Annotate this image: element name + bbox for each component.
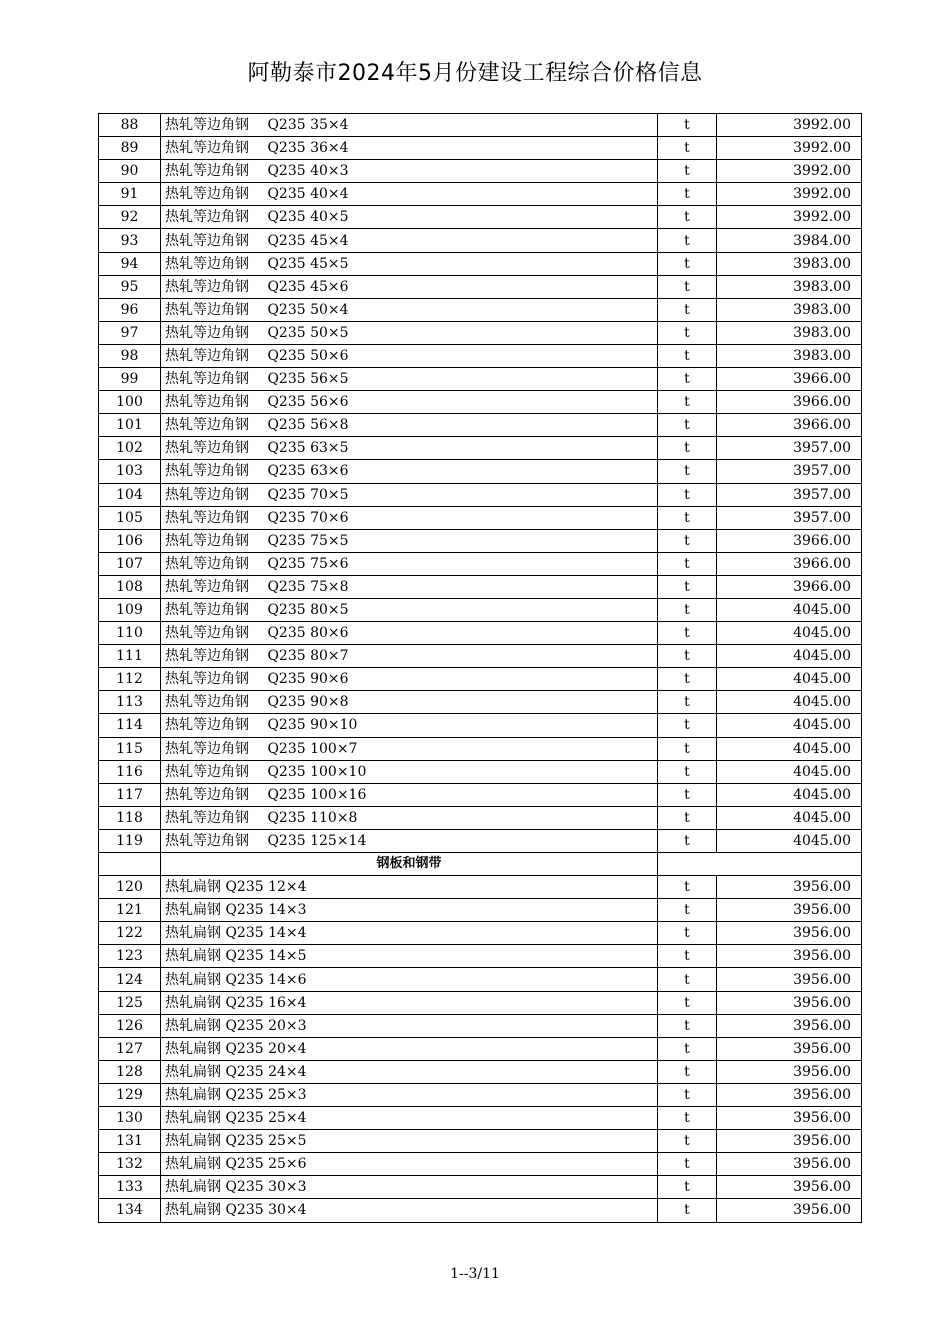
material-name: 热轧扁钢 Q235 14×6 — [161, 968, 658, 991]
unit: t — [658, 968, 717, 991]
unit: t — [658, 668, 717, 691]
unit: t — [658, 183, 717, 206]
price: 3992.00 — [717, 137, 862, 160]
unit: t — [658, 1037, 717, 1060]
price: 3956.00 — [717, 1153, 862, 1176]
table-row — [99, 1199, 862, 1222]
price-table — [98, 113, 862, 1223]
unit: t — [658, 1153, 717, 1176]
row-number: 123 — [99, 945, 161, 968]
price: 4045.00 — [717, 598, 862, 621]
table-row — [99, 899, 862, 922]
price: 3983.00 — [717, 298, 862, 321]
material-name: 热轧等边角钢 Q235 40×3 — [161, 160, 658, 183]
row-number: 94 — [99, 252, 161, 275]
row-number: 124 — [99, 968, 161, 991]
material-name: 热轧扁钢 Q235 25×4 — [161, 1107, 658, 1130]
table-row — [99, 368, 862, 391]
material-name: 热轧等边角钢 Q235 100×7 — [161, 737, 658, 760]
unit: t — [658, 160, 717, 183]
unit: t — [658, 806, 717, 829]
row-number: 111 — [99, 645, 161, 668]
row-number: 119 — [99, 829, 161, 852]
table-row — [99, 922, 862, 945]
material-name: 热轧等边角钢 Q235 45×5 — [161, 252, 658, 275]
unit: t — [658, 252, 717, 275]
material-name: 热轧等边角钢 Q235 70×5 — [161, 483, 658, 506]
material-name: 热轧扁钢 Q235 14×5 — [161, 945, 658, 968]
row-number: 104 — [99, 483, 161, 506]
table-row — [99, 275, 862, 298]
unit: t — [658, 899, 717, 922]
material-name: 热轧等边角钢 Q235 40×5 — [161, 206, 658, 229]
table-row — [99, 783, 862, 806]
unit: t — [658, 645, 717, 668]
table-row — [99, 437, 862, 460]
section-blank-cell — [658, 853, 862, 876]
material-name: 热轧等边角钢 Q235 40×4 — [161, 183, 658, 206]
price: 3956.00 — [717, 1199, 862, 1222]
price: 3956.00 — [717, 922, 862, 945]
table-row — [99, 506, 862, 529]
table-row — [99, 1107, 862, 1130]
unit: t — [658, 691, 717, 714]
row-number: 88 — [99, 114, 161, 137]
table-row — [99, 991, 862, 1014]
row-number: 122 — [99, 922, 161, 945]
table-row — [99, 876, 862, 899]
row-number: 114 — [99, 714, 161, 737]
row-number: 120 — [99, 876, 161, 899]
table-row — [99, 829, 862, 852]
unit: t — [658, 391, 717, 414]
table-row — [99, 1083, 862, 1106]
price: 3957.00 — [717, 437, 862, 460]
unit: t — [658, 137, 717, 160]
row-number: 127 — [99, 1037, 161, 1060]
table-row — [99, 460, 862, 483]
table-row — [99, 714, 862, 737]
row-number: 129 — [99, 1083, 161, 1106]
material-name: 热轧等边角钢 Q235 90×8 — [161, 691, 658, 714]
unit: t — [658, 229, 717, 252]
row-number: 100 — [99, 391, 161, 414]
table-row — [99, 321, 862, 344]
page-number: 1--3/11 — [450, 1266, 500, 1282]
row-number: 134 — [99, 1199, 161, 1222]
table-row — [99, 529, 862, 552]
unit: t — [658, 1199, 717, 1222]
material-name: 热轧等边角钢 Q235 100×10 — [161, 760, 658, 783]
unit: t — [658, 1083, 717, 1106]
material-name: 热轧等边角钢 Q235 75×6 — [161, 552, 658, 575]
material-name: 热轧等边角钢 Q235 63×6 — [161, 460, 658, 483]
price: 3966.00 — [717, 391, 862, 414]
table-row — [99, 760, 862, 783]
table-row — [99, 737, 862, 760]
material-name: 热轧等边角钢 Q235 75×5 — [161, 529, 658, 552]
price: 4045.00 — [717, 668, 862, 691]
price: 3957.00 — [717, 506, 862, 529]
price: 4045.00 — [717, 645, 862, 668]
row-number: 116 — [99, 760, 161, 783]
unit: t — [658, 552, 717, 575]
table-row — [99, 968, 862, 991]
unit: t — [658, 483, 717, 506]
price: 3956.00 — [717, 1176, 862, 1199]
material-name: 热轧扁钢 Q235 24×4 — [161, 1060, 658, 1083]
material-name: 热轧扁钢 Q235 12×4 — [161, 876, 658, 899]
unit: t — [658, 737, 717, 760]
material-name: 热轧等边角钢 Q235 63×5 — [161, 437, 658, 460]
material-name: 热轧扁钢 Q235 20×3 — [161, 1014, 658, 1037]
material-name: 热轧等边角钢 Q235 75×8 — [161, 575, 658, 598]
table-row — [99, 622, 862, 645]
row-number: 95 — [99, 275, 161, 298]
price: 4045.00 — [717, 806, 862, 829]
price: 3956.00 — [717, 1037, 862, 1060]
table-row — [99, 206, 862, 229]
price: 3956.00 — [717, 991, 862, 1014]
row-number: 118 — [99, 806, 161, 829]
row-number: 108 — [99, 575, 161, 598]
table-row — [99, 229, 862, 252]
row-number: 107 — [99, 552, 161, 575]
material-name: 热轧等边角钢 Q235 90×6 — [161, 668, 658, 691]
section-no-cell — [99, 853, 161, 876]
table-row — [99, 1037, 862, 1060]
table-row — [99, 1060, 862, 1083]
unit: t — [658, 829, 717, 852]
unit: t — [658, 1107, 717, 1130]
material-name: 热轧扁钢 Q235 14×3 — [161, 899, 658, 922]
material-name: 热轧等边角钢 Q235 110×8 — [161, 806, 658, 829]
material-name: 热轧扁钢 Q235 30×3 — [161, 1176, 658, 1199]
price: 4045.00 — [717, 760, 862, 783]
row-number: 98 — [99, 344, 161, 367]
table-row — [99, 414, 862, 437]
material-name: 热轧扁钢 Q235 16×4 — [161, 991, 658, 1014]
section-title: 钢板和钢带 — [161, 853, 658, 876]
row-number: 117 — [99, 783, 161, 806]
row-number: 132 — [99, 1153, 161, 1176]
table-row — [99, 552, 862, 575]
price: 3966.00 — [717, 368, 862, 391]
row-number: 89 — [99, 137, 161, 160]
table-row — [99, 1176, 862, 1199]
price: 4045.00 — [717, 783, 862, 806]
unit: t — [658, 368, 717, 391]
material-name: 热轧等边角钢 Q235 45×6 — [161, 275, 658, 298]
unit: t — [658, 414, 717, 437]
price: 3956.00 — [717, 899, 862, 922]
price: 4045.00 — [717, 622, 862, 645]
unit: t — [658, 321, 717, 344]
unit: t — [658, 1130, 717, 1153]
unit: t — [658, 945, 717, 968]
table-row — [99, 806, 862, 829]
unit: t — [658, 114, 717, 137]
price: 3957.00 — [717, 460, 862, 483]
unit: t — [658, 783, 717, 806]
row-number: 131 — [99, 1130, 161, 1153]
table-row — [99, 691, 862, 714]
unit: t — [658, 506, 717, 529]
unit: t — [658, 1176, 717, 1199]
price: 3966.00 — [717, 414, 862, 437]
unit: t — [658, 1014, 717, 1037]
unit: t — [658, 922, 717, 945]
price: 3992.00 — [717, 206, 862, 229]
row-number: 99 — [99, 368, 161, 391]
price: 3956.00 — [717, 1107, 862, 1130]
unit: t — [658, 298, 717, 321]
material-name: 热轧等边角钢 Q235 80×7 — [161, 645, 658, 668]
price: 3956.00 — [717, 1130, 862, 1153]
table-row — [99, 391, 862, 414]
unit: t — [658, 991, 717, 1014]
page-title: 阿勒泰市2024年5月份建设工程综合价格信息 — [247, 61, 703, 86]
price: 3956.00 — [717, 968, 862, 991]
row-number: 97 — [99, 321, 161, 344]
material-name: 热轧扁钢 Q235 30×4 — [161, 1199, 658, 1222]
price: 3983.00 — [717, 252, 862, 275]
price: 3956.00 — [717, 945, 862, 968]
row-number: 128 — [99, 1060, 161, 1083]
table-row — [99, 1153, 862, 1176]
row-number: 133 — [99, 1176, 161, 1199]
row-number: 93 — [99, 229, 161, 252]
material-name: 热轧等边角钢 Q235 125×14 — [161, 829, 658, 852]
price: 3956.00 — [717, 1060, 862, 1083]
row-number: 91 — [99, 183, 161, 206]
price: 3966.00 — [717, 575, 862, 598]
row-number: 102 — [99, 437, 161, 460]
material-name: 热轧等边角钢 Q235 56×5 — [161, 368, 658, 391]
material-name: 热轧等边角钢 Q235 56×6 — [161, 391, 658, 414]
row-number: 125 — [99, 991, 161, 1014]
price: 3956.00 — [717, 876, 862, 899]
material-name: 热轧等边角钢 Q235 50×6 — [161, 344, 658, 367]
price: 3992.00 — [717, 160, 862, 183]
table-row — [99, 252, 862, 275]
table-row — [99, 298, 862, 321]
unit: t — [658, 714, 717, 737]
material-name: 热轧扁钢 Q235 25×6 — [161, 1153, 658, 1176]
price: 3983.00 — [717, 321, 862, 344]
material-name: 热轧等边角钢 Q235 80×6 — [161, 622, 658, 645]
unit: t — [658, 760, 717, 783]
material-name: 热轧扁钢 Q235 25×3 — [161, 1083, 658, 1106]
table-row — [99, 160, 862, 183]
table-row — [99, 1014, 862, 1037]
table-row — [99, 645, 862, 668]
row-number: 126 — [99, 1014, 161, 1037]
row-number: 101 — [99, 414, 161, 437]
row-number: 112 — [99, 668, 161, 691]
price: 3956.00 — [717, 1083, 862, 1106]
row-number: 105 — [99, 506, 161, 529]
unit: t — [658, 344, 717, 367]
row-number: 121 — [99, 899, 161, 922]
row-number: 113 — [99, 691, 161, 714]
section-row — [99, 853, 862, 876]
price: 4045.00 — [717, 737, 862, 760]
price: 4045.00 — [717, 714, 862, 737]
unit: t — [658, 206, 717, 229]
unit: t — [658, 876, 717, 899]
material-name: 热轧扁钢 Q235 14×4 — [161, 922, 658, 945]
table-row — [99, 598, 862, 621]
price: 4045.00 — [717, 691, 862, 714]
row-number: 110 — [99, 622, 161, 645]
row-number: 106 — [99, 529, 161, 552]
material-name: 热轧扁钢 Q235 25×5 — [161, 1130, 658, 1153]
material-name: 热轧等边角钢 Q235 56×8 — [161, 414, 658, 437]
row-number: 90 — [99, 160, 161, 183]
flat-steel-rows — [99, 876, 862, 1222]
price: 3983.00 — [717, 344, 862, 367]
material-name: 热轧等边角钢 Q235 80×5 — [161, 598, 658, 621]
price: 3984.00 — [717, 229, 862, 252]
table-row — [99, 344, 862, 367]
material-name: 热轧等边角钢 Q235 70×6 — [161, 506, 658, 529]
price: 3956.00 — [717, 1014, 862, 1037]
angle-steel-rows — [99, 114, 862, 853]
price: 4045.00 — [717, 829, 862, 852]
price: 3992.00 — [717, 183, 862, 206]
material-name: 热轧等边角钢 Q235 50×4 — [161, 298, 658, 321]
price: 3992.00 — [717, 114, 862, 137]
material-name: 热轧等边角钢 Q235 100×16 — [161, 783, 658, 806]
unit: t — [658, 622, 717, 645]
price: 3966.00 — [717, 552, 862, 575]
unit: t — [658, 575, 717, 598]
material-name: 热轧等边角钢 Q235 90×10 — [161, 714, 658, 737]
row-number: 92 — [99, 206, 161, 229]
table-row — [99, 183, 862, 206]
unit: t — [658, 529, 717, 552]
material-name: 热轧等边角钢 Q235 36×4 — [161, 137, 658, 160]
table-row — [99, 945, 862, 968]
row-number: 115 — [99, 737, 161, 760]
table-row — [99, 575, 862, 598]
unit: t — [658, 437, 717, 460]
price: 3957.00 — [717, 483, 862, 506]
row-number: 130 — [99, 1107, 161, 1130]
table-row — [99, 483, 862, 506]
table-row — [99, 114, 862, 137]
price: 3966.00 — [717, 529, 862, 552]
table-row — [99, 137, 862, 160]
unit: t — [658, 1060, 717, 1083]
price: 3983.00 — [717, 275, 862, 298]
section-header — [99, 853, 862, 876]
row-number: 109 — [99, 598, 161, 621]
table-row — [99, 1130, 862, 1153]
unit: t — [658, 598, 717, 621]
material-name: 热轧等边角钢 Q235 50×5 — [161, 321, 658, 344]
table-row — [99, 668, 862, 691]
row-number: 103 — [99, 460, 161, 483]
unit: t — [658, 275, 717, 298]
material-name: 热轧扁钢 Q235 20×4 — [161, 1037, 658, 1060]
material-name: 热轧等边角钢 Q235 35×4 — [161, 114, 658, 137]
row-number: 96 — [99, 298, 161, 321]
material-name: 热轧等边角钢 Q235 45×4 — [161, 229, 658, 252]
unit: t — [658, 460, 717, 483]
